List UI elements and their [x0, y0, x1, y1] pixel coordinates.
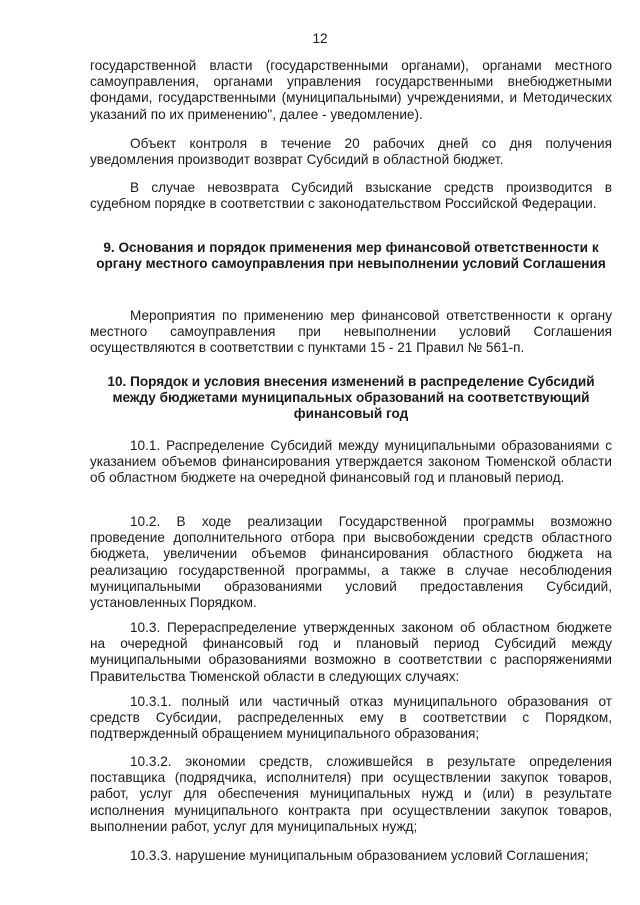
page-number: 12	[312, 31, 328, 46]
paragraph-section-9: Мероприятия по применению мер финансовой ответственности к органу местного самоуправления при невыполнении условий Соглашения осуществляются в соответствии с пунктами 15 - 21 Правил № 561-п.	[90, 308, 612, 356]
section-heading-10: 10. Порядок и условия внесения изменений в распределение Субсидий между бюджетами муниципальных образований на соответствующий финансовый год	[107, 374, 595, 422]
paragraph-return-deadline: Объект контроля в течение 20 рабочих дней со дня получения уведомления производит возврат Субсидий в областной бюджет.	[90, 136, 612, 168]
paragraph-10-2: 10.2. В ходе реализации Государственной программы возможно проведение дополнительного отбора при высвобождении средств областного бюджета, увеличении объемов финансирования областного бюджета на реализацию государственной программы, а также в случае несоблюдения муниципальными образованиями условий предоставления Субсидий, установленных Порядком.	[90, 514, 612, 611]
paragraph-non-return: В случае невозврата Субсидий взыскание средств производится в судебном порядке в соответствии с законодательством Российской Федерации.	[90, 180, 612, 212]
paragraph-10-3-1: 10.3.1. полный или частичный отказ муниципального образования от средств Субсидии, распределенных ему в соответствии с Порядком, подтвержденный обращением муниципального образования;	[90, 694, 612, 742]
paragraph-10-3: 10.3. Перераспределение утвержденных законом об областном бюджете на очередной финансовый год и плановый период Субсидий между муниципальными образованиями возможно в соответствии с распоряжениями Правительства Тюменской области в следующих случаях:	[90, 620, 612, 684]
paragraph-10-3-2: 10.3.2. экономии средств, сложившейся в результате определения поставщика (подрядчика, исполнителя) при осуществлении закупок товаров, работ, услуг для обеспечения муниципальных нужд и (или) в результате исполнения муниципального контракта при осуществлении закупок товаров, выполнении работ, услуг для муниципальных нужд;	[90, 754, 612, 834]
paragraph-10-3-3: 10.3.3. нарушение муниципальным образованием условий Соглашения;	[130, 848, 589, 863]
paragraph-continuation: государственной власти (государственными органами), органами местного самоуправления, органами управления государственными внебюджетными фондами, государственными (муниципальными) учреждениями, и Методических указаний по их применению", далее - уведомление).	[90, 58, 612, 122]
section-heading-9: 9. Основания и порядок применения мер финансовой ответственности к органу местного самоуправления при невыполнении условий Соглашения	[96, 240, 606, 272]
paragraph-10-1: 10.1. Распределение Субсидий между муниципальными образованиями с указанием объемов финансирования утверждается законом Тюменской области об областном бюджете на очередной финансовый год и плановый период.	[90, 438, 612, 486]
